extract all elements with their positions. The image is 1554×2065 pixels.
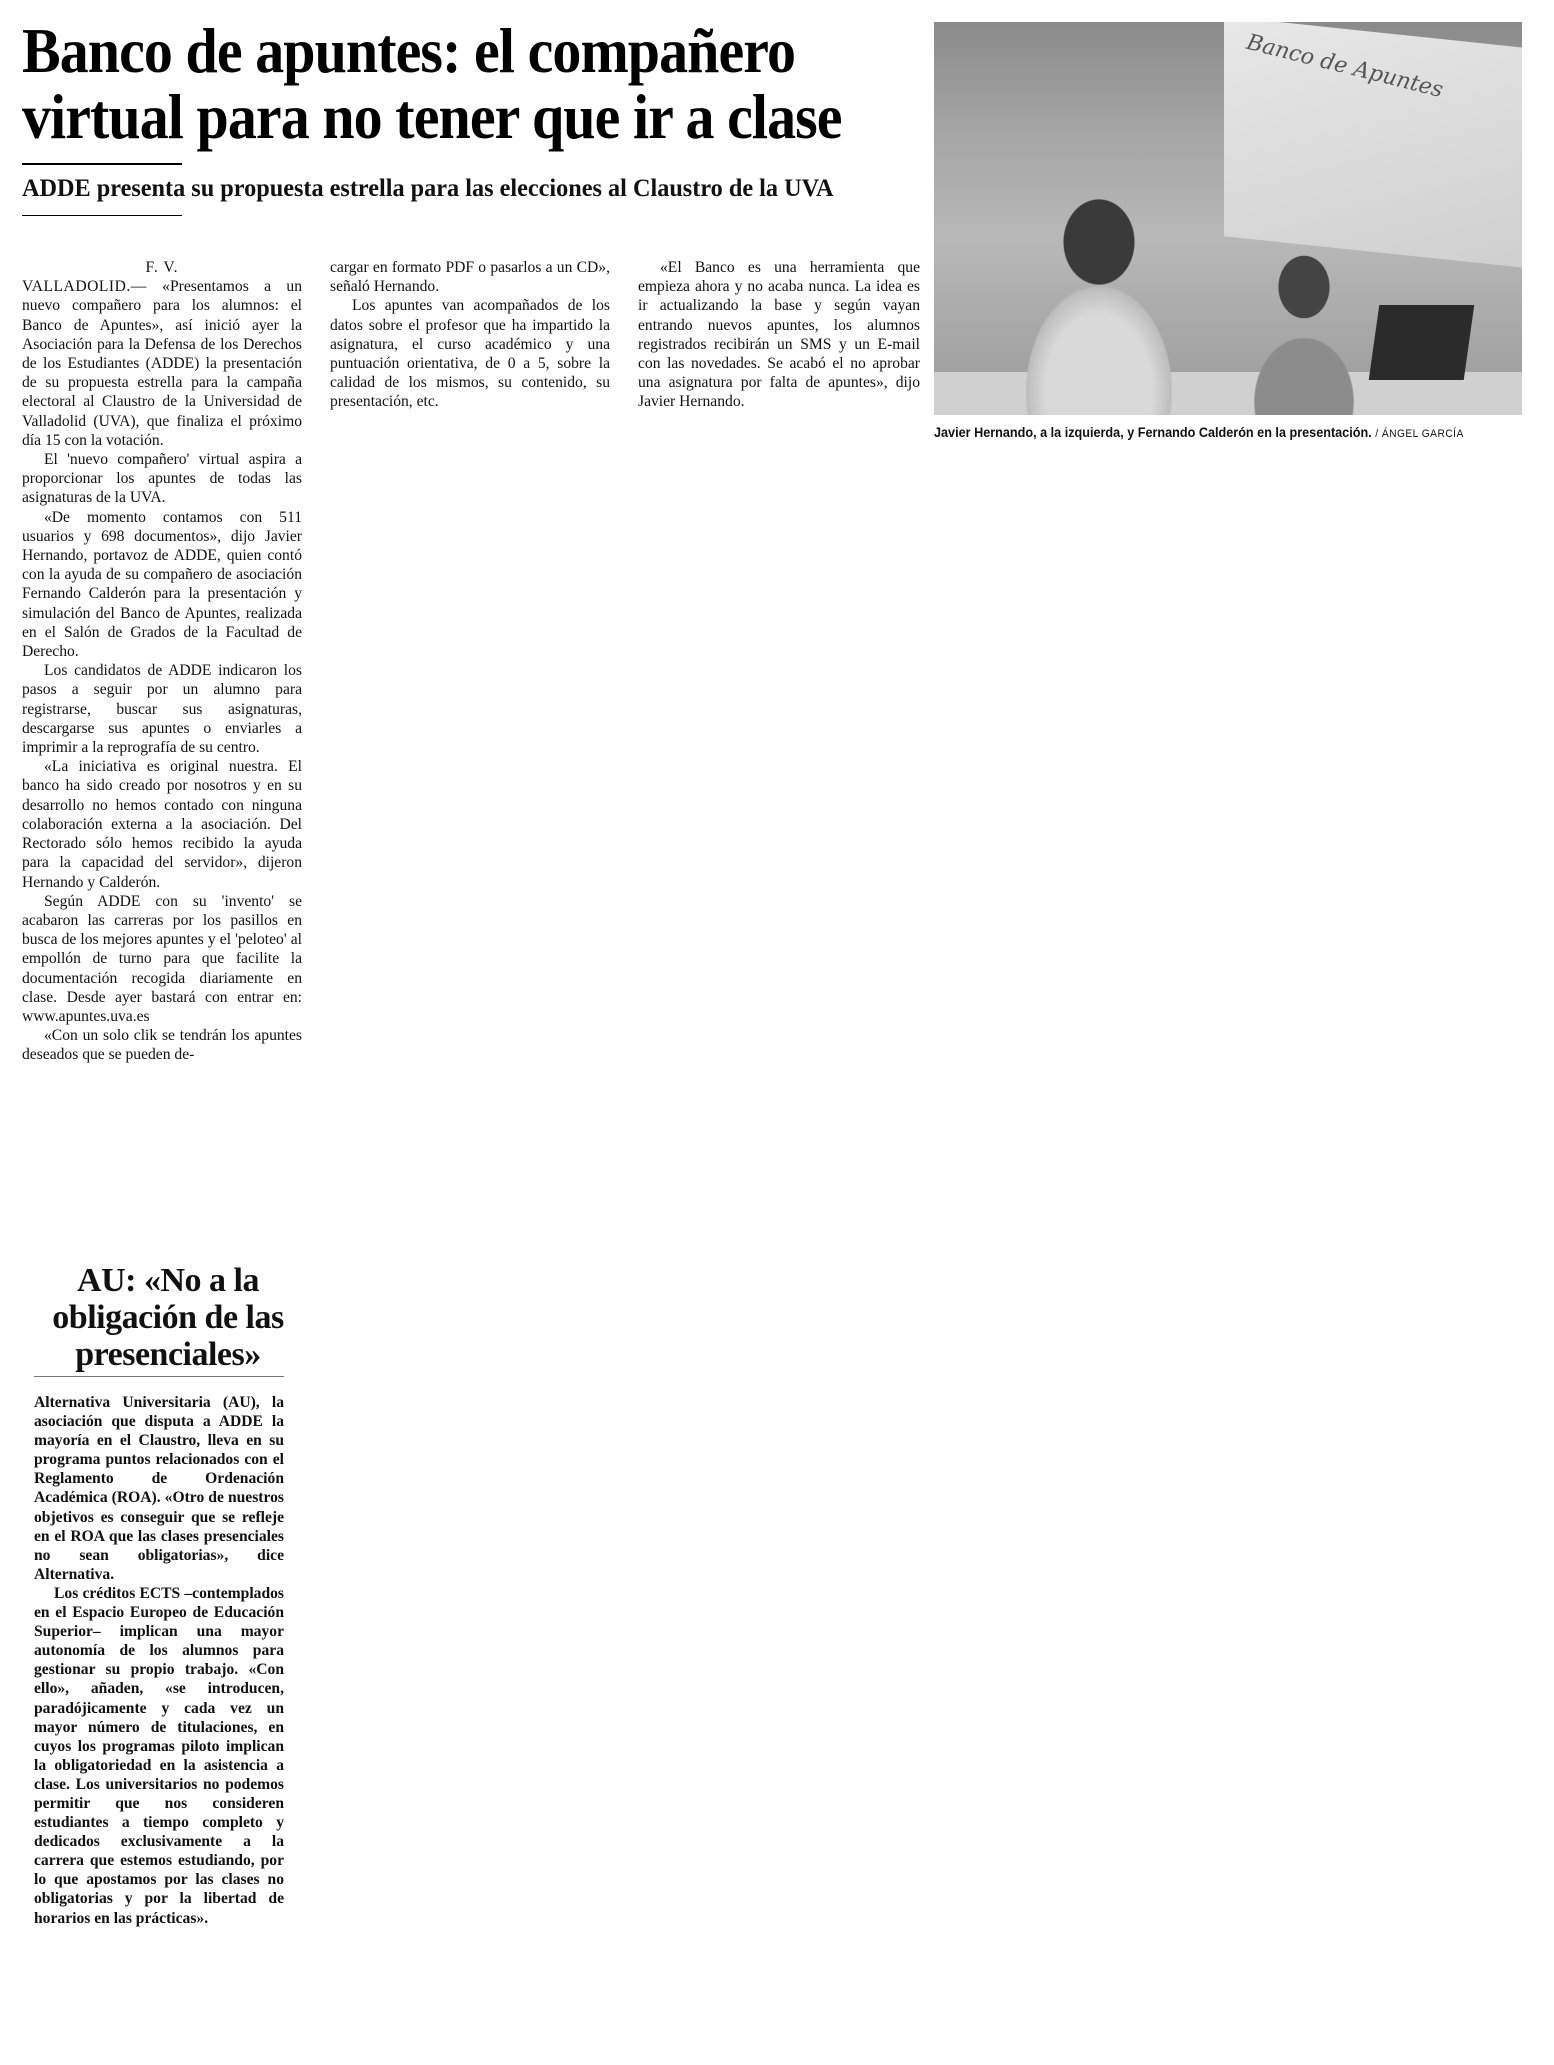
deck-rule [22, 215, 182, 216]
article-paragraph: «Con un solo clik se tendrán los apuntes deseados que se pueden de- [22, 1027, 302, 1064]
article-paragraph [22, 277, 302, 450]
article-paragraph: El 'nuevo compañero' virtual aspira a proporcionar los apuntes de todas las asignaturas de la UVA. [22, 451, 302, 507]
article-paragraph: Los candidatos de ADDE indicaron los pasos a seguir por un alumno para registrarse, buscar sus asignaturas, descargarse sus apuntes o enviarles a imprimir a la reprografía de su centro. [22, 662, 302, 757]
headline-rule [22, 163, 182, 165]
press-photo [934, 22, 1522, 415]
article-paragraph: «La iniciativa es original nuestra. El banco ha sido creado por nosotros y en su desarrollo no hemos contado con ninguna colaboración externa a la asociación. Del Rectorado sólo hemos recibido la ayuda para la capacidad del servidor», dijeron Hernando y Calderón. [22, 758, 302, 891]
article-paragraph: cargar en formato PDF o pasarlos a un CD», señaló Hernando. [330, 259, 610, 296]
headline: Banco de apuntes: el compañero virtual para no tener que ir a clase [22, 16, 842, 152]
article-column-1 [22, 258, 302, 1065]
article-column-2 [330, 258, 610, 412]
article-column-3 [638, 258, 920, 412]
sidebar-rule [34, 1376, 284, 1377]
dateline: VALLADOLID.— [22, 278, 147, 296]
article-paragraph: Los apuntes van acompañados de los datos sobre el profesor que ha impartido la asignatura, el curso académico y una puntuación orientativa, de 0 a 5, sobre la calidad de los mismos, su contenido, su presentación, etc. [330, 297, 610, 411]
sidebar-body [34, 1393, 284, 1928]
byline: F. V. [145, 259, 179, 276]
screen-logo-text: Banco de Apuntes [1243, 29, 1446, 104]
article-paragraph: «De momento contamos con 511 usuarios y 698 documentos», dijo Javier Hernando, portavoz de ADDE, quien contó con la ayuda de su compañero de asociación Fernando Calderón para la presentación y simulación del Banco de Apuntes, realizada en el Salón de Grados de la Facultad de Derecho. [22, 508, 302, 661]
photo-caption [934, 424, 1492, 443]
laptop-icon [1369, 305, 1475, 380]
person-left [1014, 192, 1184, 415]
article-paragraph: Según ADDE con su 'invento' se acabaron las carreras por los pasillos en busca de los mejores apuntes y el 'peloteo' al empollón de turno para que facilite la documentación recogida diariamente en clase. Desde ayer bastará con entrar en: www.apuntes.uva.es [22, 892, 302, 1025]
sidebar-paragraph: Los créditos ECTS –contemplados en el Espacio Europeo de Educación Superior– implican una mayor autonomía de los alumnos para gestionar su propio trabajo. «Con ello», añaden, «se introducen, paradójicamente y cada vez un mayor número de titulaciones, en cuyos los programas piloto implican la obligatoriedad en la asistencia a clase. Los universitarios no podemos permitir que nos consideren estudiantes a tiempo completo y dedicados exclusivamente a la carrera que estemos estudiando, por lo que apostamos por las clases no obligatorias y por la libertad de horarios en las prácticas». [34, 1584, 284, 1927]
sidebar-paragraph: Alternativa Universitaria (AU), la asociación que disputa a ADDE la mayoría en el Claustro, lleva en su programa puntos relacionados con el Reglamento de Ordenación Académica (ROA). «Otro de nuestros objetivos es conseguir que se refleje en el ROA que las clases presenciales no sean obligatorias», dice Alternativa. [34, 1394, 284, 1583]
sidebar-title: AU: «No a la obligación de las presenciales» [52, 1262, 284, 1373]
article-paragraph: «El Banco es una herramienta que empieza ahora y no acaba nunca. La idea es ir actualizando la base y según vayan entrando nuevos apuntes, los alumnos registrados recibirán un SMS y un E-mail con las novedades. Se acabó el no aprobar una asignatura por falta de apuntes», dijo Javier Hernando. [638, 259, 920, 411]
deck: ADDE presenta su propuesta estrella para las elecciones al Claustro de la UVA [22, 175, 834, 202]
photo-credit: / ÁNGEL GARCÍA [1375, 428, 1464, 440]
caption-text: Javier Hernando, a la izquierda, y Fernando Calderón en la presentación. [934, 425, 1372, 440]
article-paragraph-text: «Presentamos a un nuevo compañero para los alumnos: el Banco de Apuntes», así inició ayer la Asociación para la Defensa de los Derechos de los Estudiantes (ADDE) la presentación de su propuesta estrella para la campaña electoral al Claustro de la Universidad de Valladolid (UVA), que finaliza el próximo día 15 con la votación. [22, 278, 302, 449]
person-right [1234, 242, 1374, 415]
